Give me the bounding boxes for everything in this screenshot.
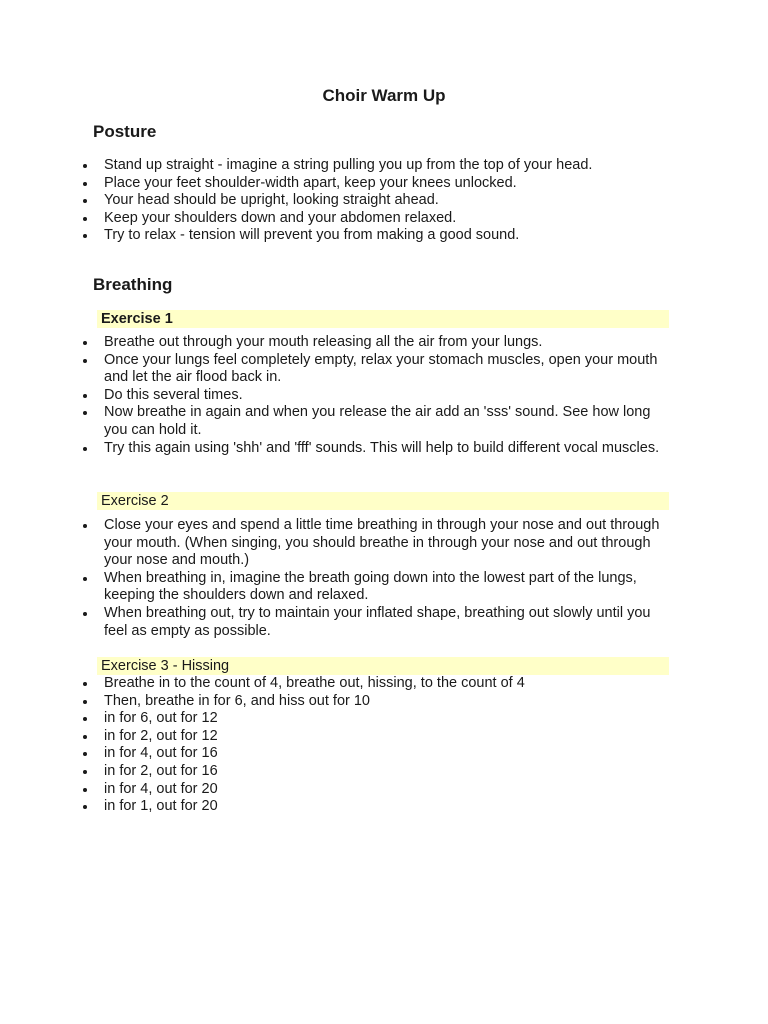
list-item: Your head should be upright, looking straight ahead. [0, 192, 768, 210]
list-item: in for 1, out for 20 [0, 798, 768, 816]
list-item: Keep your shoulders down and your abdomen relaxed. [0, 210, 768, 228]
list-item: Breathe out through your mouth releasing all the air from your lungs. [0, 334, 768, 352]
list-item: Try this again using 'shh' and 'fff' sounds. This will help to build different vocal muscles. [0, 440, 768, 458]
exercise-1-label: Exercise 1 [97, 310, 669, 328]
list-item: in for 2, out for 16 [0, 763, 768, 781]
list-item: When breathing in, imagine the breath going down into the lowest part of the lungs, keeping the shoulders down and relaxed. [0, 570, 768, 605]
list-item: in for 6, out for 12 [0, 710, 768, 728]
exercise-2-label: Exercise 2 [97, 492, 669, 510]
list-item: Breathe in to the count of 4, breathe out, hissing, to the count of 4 [0, 675, 768, 693]
exercise-3-label: Exercise 3 - Hissing [97, 657, 669, 675]
list-item: Once your lungs feel completely empty, relax your stomach muscles, open your mouth and let the air flood back in. [0, 352, 768, 387]
list-item: in for 2, out for 12 [0, 728, 768, 746]
document-title: Choir Warm Up [322, 86, 446, 105]
list-item: Place your feet shoulder-width apart, keep your knees unlocked. [0, 175, 768, 193]
list-item: When breathing out, try to maintain your inflated shape, breathing out slowly until you feel as empty as possible. [0, 605, 768, 640]
list-item: Then, breathe in for 6, and hiss out for 10 [0, 693, 768, 711]
posture-heading: Posture [93, 122, 157, 141]
list-item: Do this several times. [0, 387, 768, 405]
list-item: Close your eyes and spend a little time breathing in through your nose and out through your mouth. (When singing, you should breathe in through your nose and out through your nose and mouth.) [0, 517, 768, 570]
list-item: Now breathe in again and when you release the air add an 'sss' sound. See how long you can hold it. [0, 404, 768, 439]
posture-list [0, 157, 768, 245]
list-item: in for 4, out for 20 [0, 781, 768, 799]
exercise-2-list [0, 517, 768, 640]
list-item: Stand up straight - imagine a string pulling you up from the top of your head. [0, 157, 768, 175]
breathing-heading: Breathing [93, 275, 173, 294]
list-item: Try to relax - tension will prevent you from making a good sound. [0, 227, 768, 245]
exercise-1-list [0, 334, 768, 457]
exercise-3-list [0, 675, 768, 816]
list-item: in for 4, out for 16 [0, 745, 768, 763]
